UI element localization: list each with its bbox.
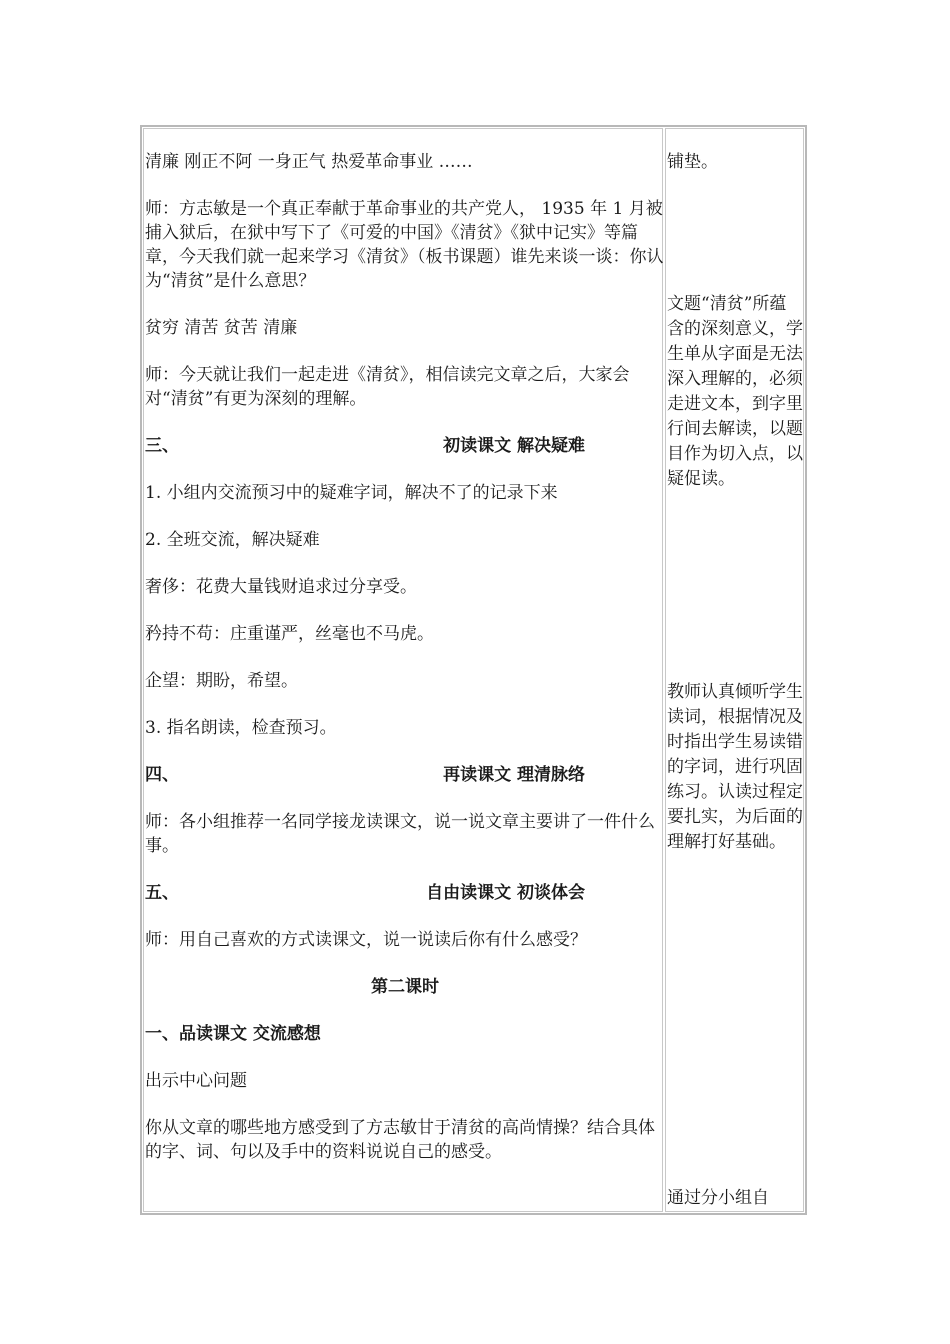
section-number: 四、 <box>145 765 179 785</box>
note-4 <box>667 1186 803 1211</box>
vocab-item: 矜持不苟：庄重谨严，丝毫也不马虎。 <box>145 624 434 644</box>
section-five-heading <box>145 881 665 905</box>
note-text: 教师认真倾听学生读词，根据情况及时指出学生易读错的字词，进行巩固练习。认读过程定要扎实，为后面的理解打好基础。 <box>667 682 803 852</box>
teacher-prompt: 师：各小组推荐一名同学接龙读课文，说一说文章主要讲了一件什么事。 <box>145 812 655 856</box>
vocab-item: 企望：期盼，希望。 <box>145 671 298 691</box>
step-item: 1. 小组内交流预习中的疑难字词，解决不了的记录下来 <box>145 483 558 503</box>
teacher-prompt: 师：用自己喜欢的方式读课文，说一说读后你有什么感受？ <box>145 930 587 950</box>
subsection-heading: 一、品读课文 交流感想 <box>145 1024 321 1044</box>
step-item: 3. 指名朗读，检查预习。 <box>145 718 337 738</box>
note-text: 文题“清贫”所蕴含的深刻意义，学生单从字面是无法深入理解的，必须走进文本，到字里行间去解读，以题目作为切入点，以疑促读。 <box>667 294 803 489</box>
section-title: 自由读课文 初谈体会 <box>426 883 585 903</box>
note-3 <box>667 680 803 855</box>
teacher-intro: 师：方志敏是一个真正奉献于革命事业的共产党人， 1935 年 1 月被捕入狱后，在狱中写下了《可爱的中国》《清贫》《狱中记实》等篇章，今天我们就一起来学习《清贫》（板书课题）谁先来谈一谈：你认为“清贫”是什么意思？ <box>145 199 664 291</box>
section-number: 三、 <box>145 436 179 456</box>
section-three-heading <box>145 434 665 458</box>
meaning-words: 贫穷 清苦 贫苦 清廉 <box>145 318 298 338</box>
lesson-content <box>145 150 665 1164</box>
central-question: 你从文章的哪些地方感受到了方志敏甘于清贫的高尚情操？结合具体的字、词、句以及手中的资料说说自己的感受。 <box>145 1118 655 1162</box>
vocab-item: 奢侈：花费大量钱财追求过分享受。 <box>145 577 417 597</box>
note-1 <box>667 150 803 175</box>
notes-cell <box>665 128 804 1212</box>
note-text: 通过分小组自 <box>667 1188 769 1208</box>
section-four-heading <box>145 763 665 787</box>
lesson-two-heading: 第二课时 <box>371 977 439 997</box>
note-2 <box>667 292 803 492</box>
note-text: 铺垫。 <box>667 152 718 172</box>
section-number: 五、 <box>145 883 179 903</box>
central-question-label: 出示中心问题 <box>145 1071 247 1091</box>
keyword-line: 清廉 刚正不阿 一身正气 热爱革命事业 …… <box>145 152 473 172</box>
section-title: 再读课文 理清脉络 <box>443 765 585 785</box>
section-title: 初读课文 解决疑难 <box>443 436 585 456</box>
teacher-transition: 师：今天就让我们一起走进《清贫》，相信读完文章之后，大家会对“清贫”有更为深刻的理解。 <box>145 365 630 409</box>
step-item: 2. 全班交流，解决疑难 <box>145 530 320 550</box>
